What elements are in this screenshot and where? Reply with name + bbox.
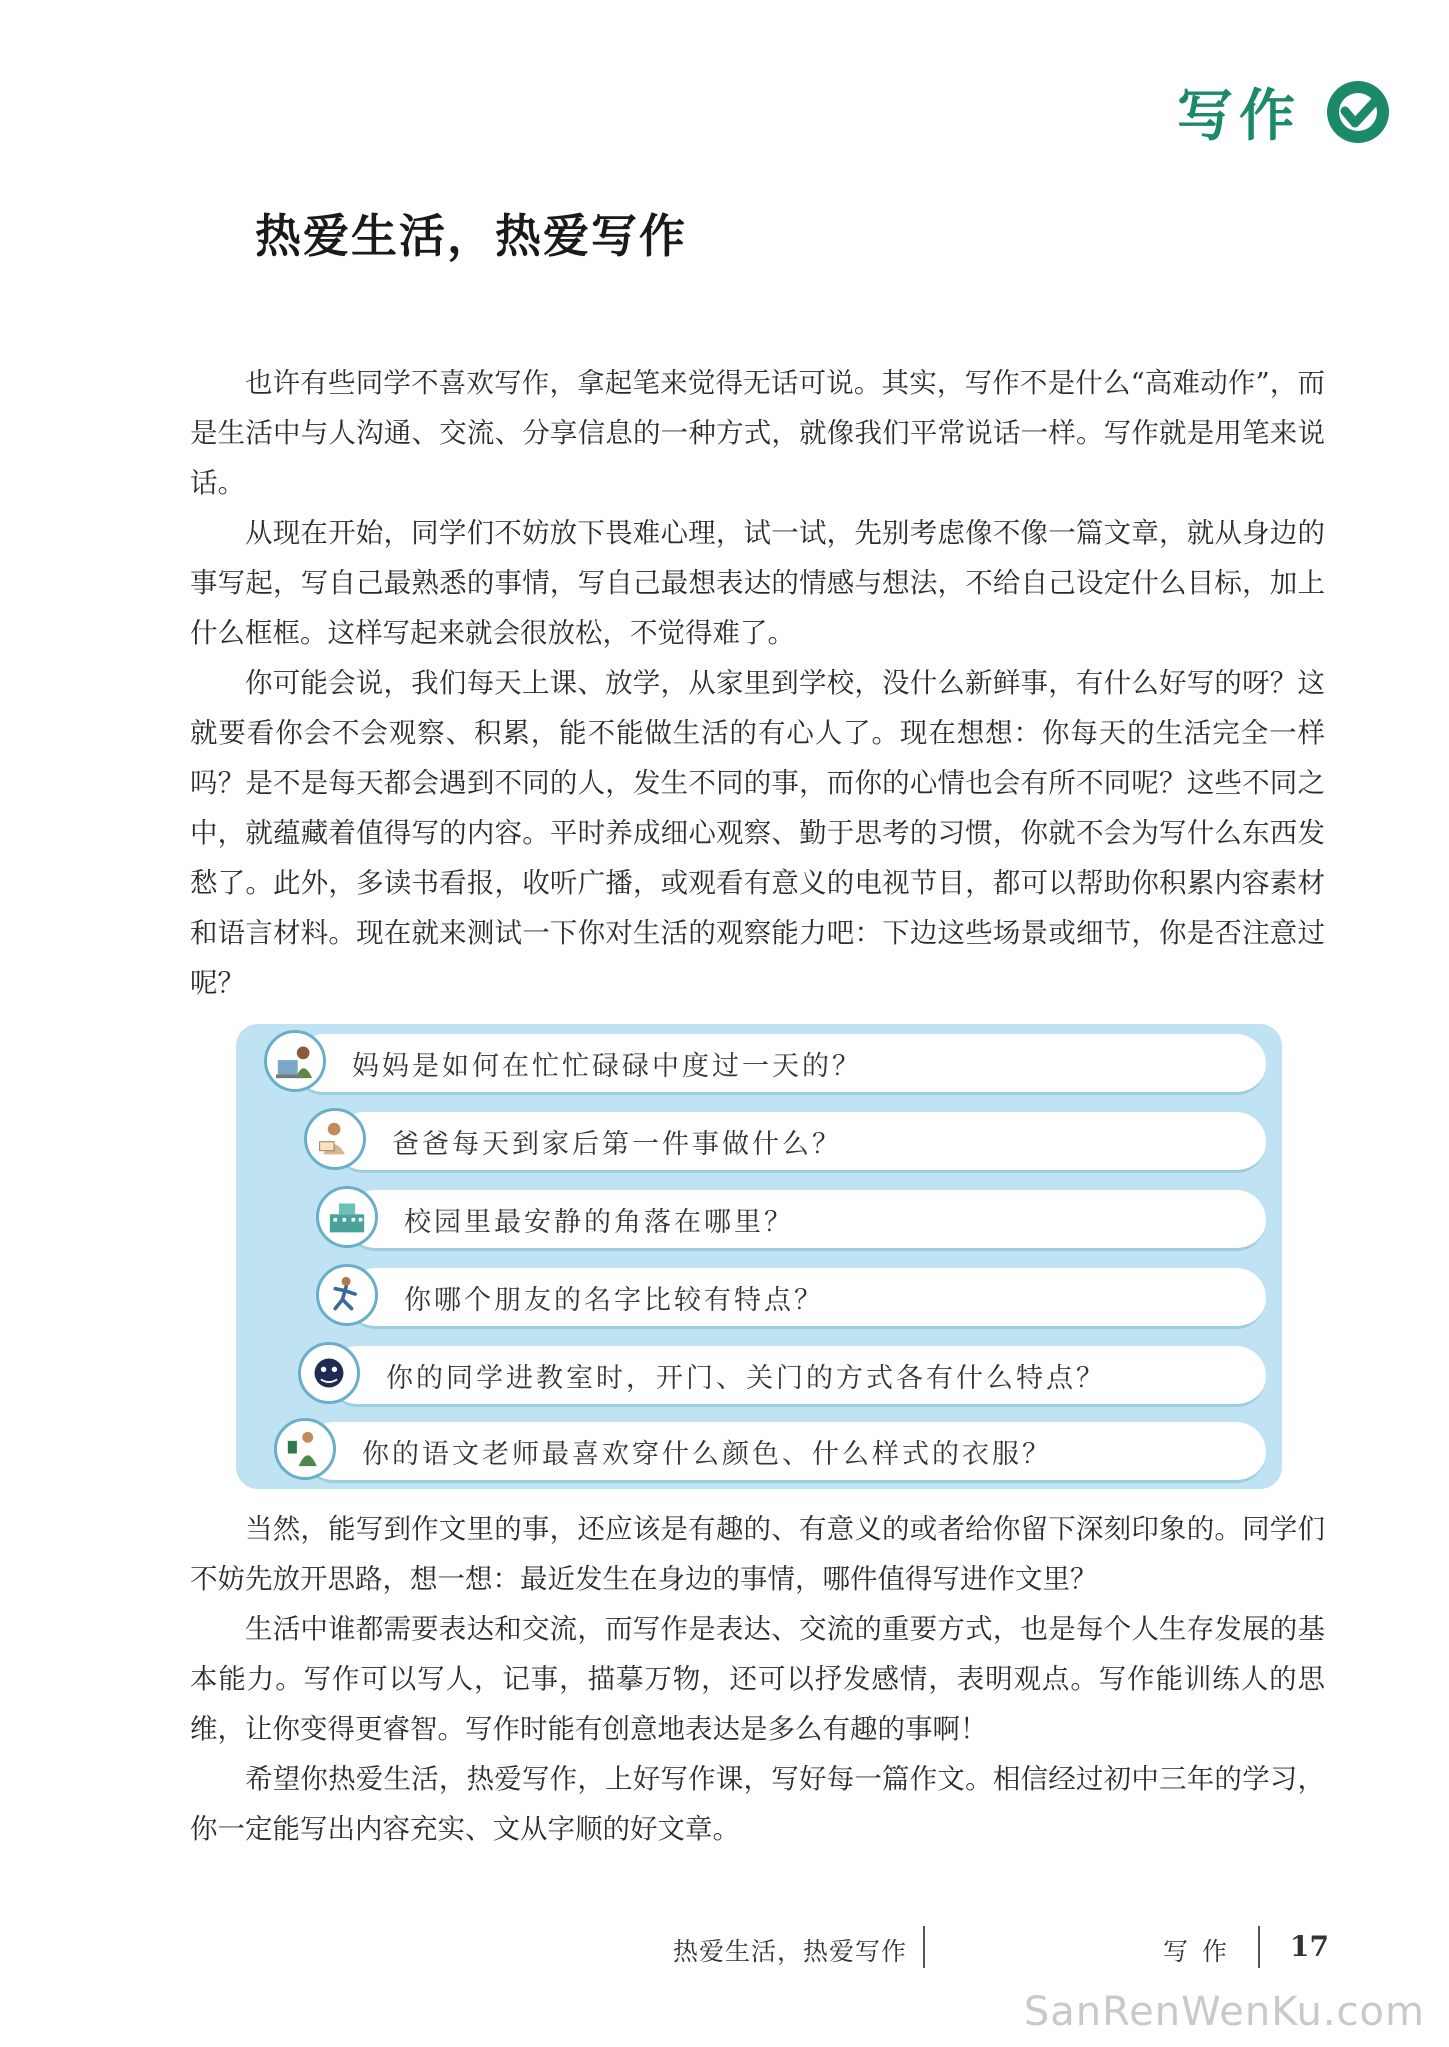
question-item [316,1186,1266,1254]
question-text: 你的语文老师最喜欢穿什么颜色、什么样式的衣服？ [304,1422,1266,1483]
friend-running-icon [316,1264,378,1326]
section-title: 写作 [1177,84,1301,149]
question-item [264,1030,1266,1098]
question-text: 你的同学进教室时，开门、关门的方式各有什么特点？ [328,1346,1266,1407]
question-text: 爸爸每天到家后第一件事做什么？ [334,1112,1266,1173]
paragraph: 也许有些同学不喜欢写作，拿起笔来觉得无话可说。其实，写作不是什么“高难动作”，而是生活中与人沟通、交流、分享信息的一种方式，就像我们平常说话一样。写作就是用笔来说话。 [190,367,1325,499]
section-header [1177,72,1393,152]
page-number: 17 [1290,1930,1329,1963]
question-item [274,1418,1266,1486]
closing-text [190,1504,1325,1854]
classmate-icon [298,1342,360,1404]
question-item [298,1342,1266,1410]
intro-text [190,358,1325,1008]
question-item [316,1264,1266,1332]
paragraph: 当然，能写到作文里的事，还应该是有趣的、有意义的或者给你留下深刻印象的。同学们不妨先放开思路，想一想：最近发生在身边的事情，哪件值得写进作文里？ [190,1513,1325,1595]
question-text: 校园里最安静的角落在哪里？ [346,1190,1266,1251]
check-circle-icon [1323,77,1393,147]
question-item [304,1108,1266,1176]
page-title: 热爱生活，热爱写作 [255,209,687,263]
footer-section: 写作 [1163,1937,1242,1966]
paragraph: 希望你热爱生活，热爱写作，上好写作课，写好每一篇作文。相信经过初中三年的学习，你一定能写出内容充实、文从字顺的好文章。 [190,1763,1325,1845]
footer-running-title: 热爱生活，热爱写作 [673,1937,908,1966]
school-building-icon [316,1186,378,1248]
teacher-icon [274,1418,336,1480]
paragraph: 生活中谁都需要表达和交流，而写作是表达、交流的重要方式，也是每个人生存发展的基本能力。写作可以写人，记事，描摹万物，还可以抒发感情，表明观点。写作能训练人的思维，让你变得更睿智。写作时能有创意地表达是多么有趣的事啊！ [190,1613,1325,1745]
watermark: SanRenWenKu.com [1023,1989,1425,2035]
page-footer [0,1926,1449,1976]
father-reading-icon [304,1108,366,1170]
footer-divider [1258,1926,1260,1968]
question-text: 你哪个朋友的名字比较有特点？ [346,1268,1266,1329]
paragraph: 从现在开始，同学们不妨放下畏难心理，试一试，先别考虑像不像一篇文章，就从身边的事写起，写自己最熟悉的事情，写自己最想表达的情感与想法，不给自己设定什么目标，加上什么框框。这样写起来就会很放松，不觉得难了。 [190,517,1325,649]
paragraph: 你可能会说，我们每天上课、放学，从家里到学校，没什么新鲜事，有什么好写的呀？这就要看你会不会观察、积累，能不能做生活的有心人了。现在想想：你每天的生活完全一样吗？是不是每天都会遇到不同的人，发生不同的事，而你的心情也会有所不同呢？这些不同之中，就蕴藏着值得写的内容。平时养成细心观察、勤于思考的习惯，你就不会为写什么东西发愁了。此外，多读书看报，收听广播，或观看有意义的电视节目，都可以帮助你积累内容素材和语言材料。现在就来测试一下你对生活的观察能力吧：下边这些场景或细节，你是否注意过呢？ [190,667,1325,999]
observation-question-box [236,1024,1282,1489]
footer-divider [923,1926,925,1968]
question-text: 妈妈是如何在忙忙碌碌中度过一天的？ [294,1034,1266,1095]
mother-at-computer-icon [264,1030,326,1092]
